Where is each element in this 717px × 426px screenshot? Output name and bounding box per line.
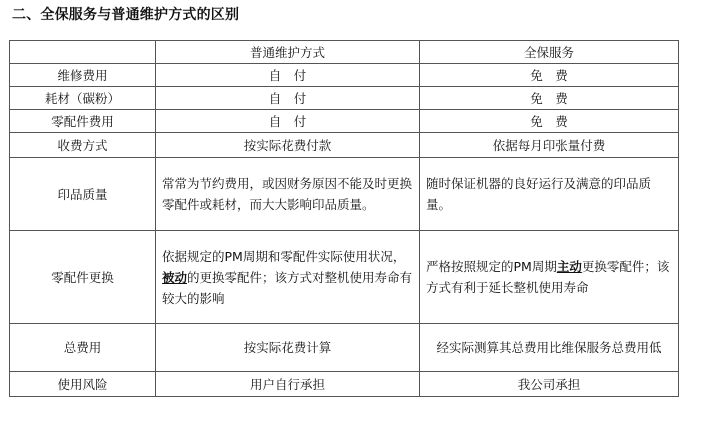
normal-cell: 按实际花费计算 [156,324,420,372]
normal-text-post: 的更换零配件；该方式对整机使用寿命有较大的影响 [162,269,413,306]
table-row [10,133,679,158]
row-label: 零配件更换 [10,231,156,324]
comparison-table [9,40,679,397]
row-label: 维修费用 [10,64,156,87]
row-label: 零配件费用 [10,110,156,133]
full-cell: 免 费 [420,110,679,133]
table-row [10,372,679,397]
active-emphasis: 主动 [556,259,582,274]
full-text-pre: 严格按照规定的PM周期 [426,259,557,274]
full-cell: 依据每月印张量付费 [420,133,679,158]
header-cell-empty [10,41,156,64]
header-cell-full: 全保服务 [420,41,679,64]
normal-cell: 自 付 [156,87,420,110]
full-cell: 我公司承担 [420,372,679,397]
table-row [10,324,679,372]
normal-cell: 自 付 [156,110,420,133]
full-cell: 免 费 [420,87,679,110]
normal-cell: 用户自行承担 [156,372,420,397]
row-label: 耗材（碳粉） [10,87,156,110]
full-text-post: 更换零配件；该方式有利于延长整机使用寿命 [426,259,670,295]
normal-text-pre: 依据规定的PM周期和零配件实际使用状况， [162,248,406,264]
normal-cell: 自 付 [156,64,420,87]
row-label: 收费方式 [10,133,156,158]
table-row [10,87,679,110]
table-row [10,231,679,324]
page-heading: 二、全保服务与普通维护方式的区别 [12,7,240,23]
row-label: 使用风险 [10,372,156,397]
normal-cell: 常常为节约费用，或因财务原因不能及时更换零配件或耗材，而大大影响印品质量。 [156,158,420,231]
full-cell: 免 费 [420,64,679,87]
row-label: 印品质量 [10,158,156,231]
header-cell-normal: 普通维护方式 [156,41,420,64]
full-cell: 随时保证机器的良好运行及满意的印品质量。 [420,158,679,231]
normal-cell [156,231,420,324]
full-cell: 经实际测算其总费用比维保服务总费用低 [420,324,679,372]
normal-cell: 按实际花费付款 [156,133,420,158]
table-row [10,110,679,133]
full-cell [420,231,679,324]
table-row [10,64,679,87]
header-row [10,41,679,64]
passive-emphasis: 被动 [162,269,188,285]
row-label: 总费用 [10,324,156,372]
table-row [10,158,679,231]
